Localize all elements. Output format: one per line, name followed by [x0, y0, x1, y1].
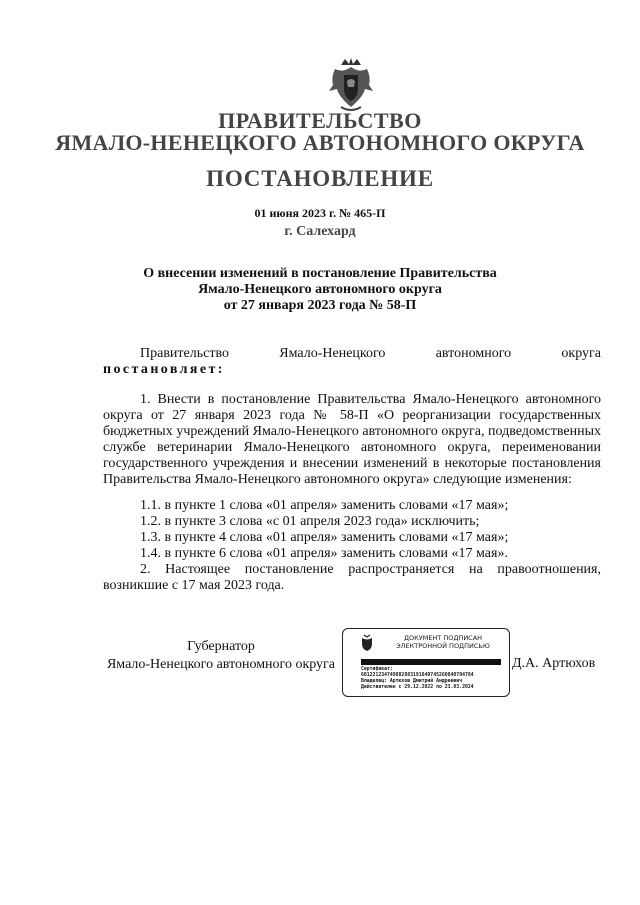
- coat-of-arms-icon: [327, 57, 375, 115]
- subject-line: от 27 января 2023 года № 58-П: [223, 298, 417, 313]
- resolves-word: постановляет:: [103, 362, 225, 377]
- city: г. Салехард: [284, 224, 356, 239]
- electronic-signature-stamp: [342, 628, 510, 697]
- government-title: ПРАВИТЕЛЬСТВО: [218, 108, 422, 133]
- stamp-info: [361, 667, 507, 691]
- list-item: 1.4. в пункте 6 слова «01 апреля» заменить словами «17 мая».: [140, 546, 508, 561]
- document-type: ПОСТАНОВЛЕНИЕ: [206, 166, 434, 191]
- paragraph-2: 2. Настоящее постановление распространяется на правоотношения, возникшие с 17 мая 2023 года.: [103, 562, 601, 593]
- list-item: 1.3. в пункте 4 слова «01 апреля» заменить словами «17 мая»;: [140, 530, 509, 545]
- stamp-heading-line: ДОКУМЕНТ ПОДПИСАН: [403, 634, 483, 642]
- preamble-word: округа: [561, 346, 601, 361]
- document-subject: [0, 266, 640, 314]
- preamble: [140, 346, 601, 362]
- preamble-word: Ямало-Ненецкого: [279, 346, 386, 361]
- region-title: ЯМАЛО-НЕНЕЦКОГО АВТОНОМНОГО ОКРУГА: [55, 130, 585, 155]
- paragraph-1: 1. Внести в постановление Правительства Ямало-Ненецкого автономного округа от 27 января 2023 года № 58-П «О реорганизации государственных бюджетных учреждений Ямало-Ненецкого автономного округа, подведомственных службе ветеринарии Ямало-Ненецкого автономного округа, переименовании государственного учреждения и внесении изменений в некоторые постановления Правительства Ямало-Ненецкого автономного округа» следующие изменения:: [103, 392, 601, 487]
- stamp-emblem-icon: [359, 634, 375, 652]
- signatory-title-line: Ямало-Ненецкого автономного округа: [106, 657, 336, 672]
- stamp-heading-line: ЭЛЕКТРОННОЙ ПОДПИСЬЮ: [396, 642, 490, 650]
- preamble-word: автономного: [435, 346, 512, 361]
- cert-validity: Действителен с 29.12.2022 по 23.03.2024: [361, 685, 474, 690]
- list-item: 1.1. в пункте 1 слова «01 апреля» заменить словами «17 мая»;: [140, 498, 509, 513]
- subject-line: Ямало-Ненецкого автономного округа: [198, 282, 442, 297]
- preamble-word: Правительство: [140, 346, 229, 361]
- stamp-bar: [361, 659, 501, 665]
- signatory-title: [103, 638, 339, 674]
- signatory-name: Д.А. Артюхов: [512, 656, 596, 671]
- cert-number: 601221234749882883191640745260840704784: [361, 673, 474, 678]
- cert-label: Сертификат:: [361, 667, 393, 672]
- date-number: 01 июня 2023 г. № 465-П: [254, 206, 386, 220]
- subject-line: О внесении изменений в постановление Правительства: [143, 266, 497, 281]
- signatory-title-line: Губернатор: [187, 639, 255, 654]
- list-item: 1.2. в пункте 3 слова «с 01 апреля 2023 года» исключить;: [140, 514, 480, 529]
- cert-owner: Владелец: Артюхов Дмитрий Андреевич: [361, 679, 463, 684]
- stamp-heading: [379, 634, 507, 650]
